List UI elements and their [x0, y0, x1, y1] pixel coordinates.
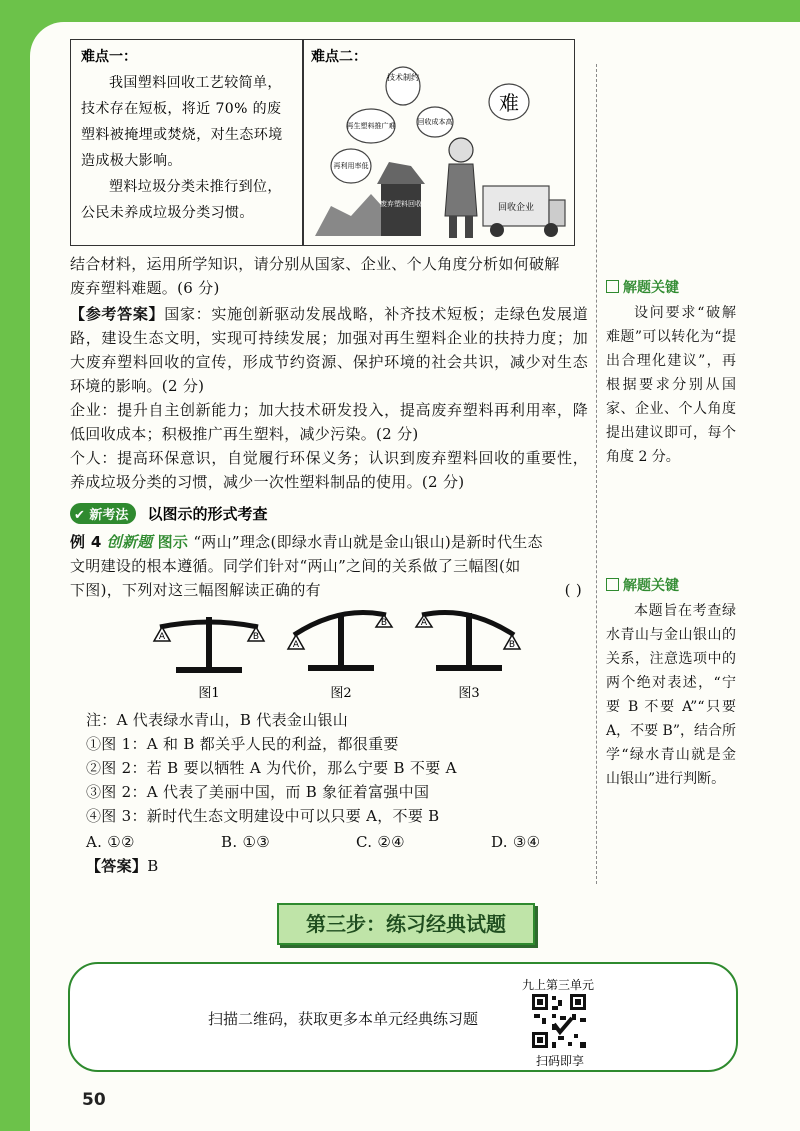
answer-row [86, 854, 586, 878]
top-green-band [0, 0, 800, 22]
stem-line-3-row [70, 578, 588, 602]
cartoon-truck [483, 186, 565, 237]
difficulty-table [70, 39, 575, 246]
new-method-header [70, 503, 268, 524]
sidebar-key-1-title [606, 277, 736, 297]
scale-fig2 [288, 613, 392, 672]
statement-2: ②图 2：若 B 要以牺牲 A 为代价，那么宁要 B 不要 A [86, 759, 457, 777]
fig-label-1: 图1 [198, 686, 220, 701]
svg-text:回收成本高: 回收成本高 [417, 118, 453, 126]
qr-promo-text: 扫描二维码，获取更多本单元经典练习题 [208, 1010, 479, 1028]
example-4-stem [70, 530, 588, 602]
example-4-body [86, 708, 586, 878]
svg-text:难: 难 [499, 91, 519, 115]
speech-bubble [489, 84, 529, 120]
bin-label: 废弃塑料回收 [380, 200, 422, 208]
question-line-2: 废弃塑料难题。(6 分) [70, 279, 220, 297]
scale-fig3-letter-b: B [508, 640, 516, 650]
difficulty-one-text: 我国塑料回收工艺较简单，技术存在短板，将近 70% 的废塑料被掩埋或焚烧，对生态环境造成极大影响。 [81, 75, 283, 169]
statement-1: ①图 1：A 和 B 都关乎人民的利益，都很重要 [86, 735, 399, 753]
new-method-badge-text: 新考法 [89, 508, 129, 523]
answer-geren: 个人：提高环保意识，自觉履行环保义务；认识到废弃塑料回收的重要性，养成垃圾分类的习惯，减少一次性塑料制品的使用。(2 分) [70, 449, 588, 491]
scale-fig2-letter-a: A [292, 640, 300, 650]
scale-fig1-letter-b: B [252, 632, 260, 642]
svg-text:回收企业: 回收企业 [497, 203, 535, 213]
difficulty-two-cell [311, 46, 569, 66]
statement-4: ④图 3：新时代生态文明建设中可以只要 A，不要 B [86, 807, 440, 825]
qr-promo-box [68, 962, 738, 1072]
sidebar-key-2 [606, 575, 736, 791]
answer-value: B [147, 857, 159, 875]
stem-line-2: 文明建设的根本遵循。同学们针对“两山”之间的关系做了三幅图(如 [70, 557, 521, 575]
check-icon: ✔ [74, 508, 90, 523]
sidebar-key-2-body: 本题旨在考查绿水青山与金山银山的关系，注意选项中的两个绝对表述，“宁要 B 不要 A”“只要 A，不要 B”，结合所学“绿水青山就是金山银山”进行判断。 [606, 603, 737, 787]
difficulty-one-text-2: 塑料垃圾分类未推行到位，公民未养成垃圾分类习惯。 [81, 179, 282, 221]
key-square-icon [606, 280, 619, 293]
innovation-tag: 创新题 [106, 533, 153, 551]
answer-label: 【答案】 [86, 857, 148, 875]
key-square-icon [606, 578, 619, 591]
page-number: 50 [82, 1090, 106, 1110]
bubble-reuse [331, 149, 371, 183]
diagram-tag: 图示 [157, 533, 189, 551]
cartoon-person [445, 138, 477, 238]
qr-unit-label: 九上第三单元 [522, 978, 595, 992]
bubble-promo [347, 109, 396, 143]
reference-answer-label: 【参考答案】 [70, 305, 165, 323]
difficulty-one-cell [81, 46, 293, 226]
stem-line-1: “两山”理念(即绿水青山就是金山银山)是新时代生态 [193, 533, 543, 551]
bubble-tech [386, 67, 420, 105]
qr-scan-label: 扫码即享 [536, 1054, 585, 1068]
option-a: A. ①② [86, 833, 135, 851]
new-method-title: 以图示的形式考查 [147, 505, 268, 523]
statement-3: ③图 2：A 代表了美丽中国，而 B 象征着富强中国 [86, 783, 430, 801]
option-b: B. ①③ [221, 833, 270, 851]
scale-fig1 [154, 617, 264, 673]
options-row [86, 830, 586, 854]
sidebar-key-1 [606, 277, 736, 469]
fig-label-3: 图3 [458, 686, 480, 701]
cartoon-bin [381, 184, 421, 236]
example-4-line-1 [70, 530, 588, 554]
difficulty-one-title: 难点一： [81, 49, 137, 65]
option-d: D. ③④ [491, 833, 541, 851]
answer-qiye: 企业：提升自主创新能力；加大技术研发投入，提高废弃塑料再利用率，降低回收成本；积极推广再生塑料，减少污染。(2 分) [70, 401, 588, 443]
option-c: C. ②④ [356, 833, 405, 851]
fig-label-2: 图2 [330, 686, 352, 701]
new-method-badge [70, 503, 136, 524]
scales-figure [150, 605, 530, 705]
step-3-title: 第三步：练习经典试题 [277, 903, 535, 945]
difficulty-two-cartoon [311, 66, 569, 242]
answer-guojia-block [70, 302, 588, 398]
sidebar-key-1-body: 设问要求“破解难题”可以转化为“提出合理化建议”，再根据要求分别从国家、企业、个人角度提出建议即可，每个角度 2 分。 [606, 305, 736, 465]
scale-fig2-letter-b: B [380, 618, 388, 628]
question-line-1: 结合材料，运用所学知识，请分别从国家、企业、个人角度分析如何破解 [70, 255, 560, 273]
table-divider [302, 40, 304, 245]
answer-paren: ( ) [564, 581, 582, 599]
sidebar-divider [596, 64, 597, 884]
stem-line-3: 下图)，下列对这三幅图解读正确的有 [70, 581, 321, 599]
sidebar-key-1-title-text: 解题关键 [623, 280, 679, 296]
scale-fig1-letter-a: A [158, 632, 166, 642]
question-block [70, 252, 588, 494]
svg-text:再利用率低: 再利用率低 [333, 162, 369, 170]
scale-fig3 [416, 613, 520, 672]
cartoon-trash-pile [377, 162, 425, 184]
sidebar-key-2-title-text: 解题关键 [623, 578, 679, 594]
answer-guojia: 国家：实施创新驱动发展战略，补齐技术短板；走绿色发展道路，建设生态文明，实现可持续发展；加强对再生塑料企业的扶持力度；加大废弃塑料回收的宣传，形成节约资源、保护环境的社会共识，减少对生态环境的影响。(2 分) [70, 305, 588, 395]
bubble-cost [417, 107, 453, 137]
svg-text:再生塑料推广难: 再生塑料推广难 [346, 122, 396, 130]
sidebar-key-2-title [606, 575, 736, 595]
scale-note: 注：A 代表绿水青山，B 代表金山银山 [86, 711, 349, 729]
qr-code-icon[interactable] [530, 992, 588, 1050]
scale-fig3-letter-a: A [420, 618, 428, 628]
svg-text:技术制约: 技术制约 [387, 73, 419, 82]
difficulty-two-title: 难点二： [311, 49, 367, 65]
example-4-label: 例 4 [70, 533, 102, 551]
